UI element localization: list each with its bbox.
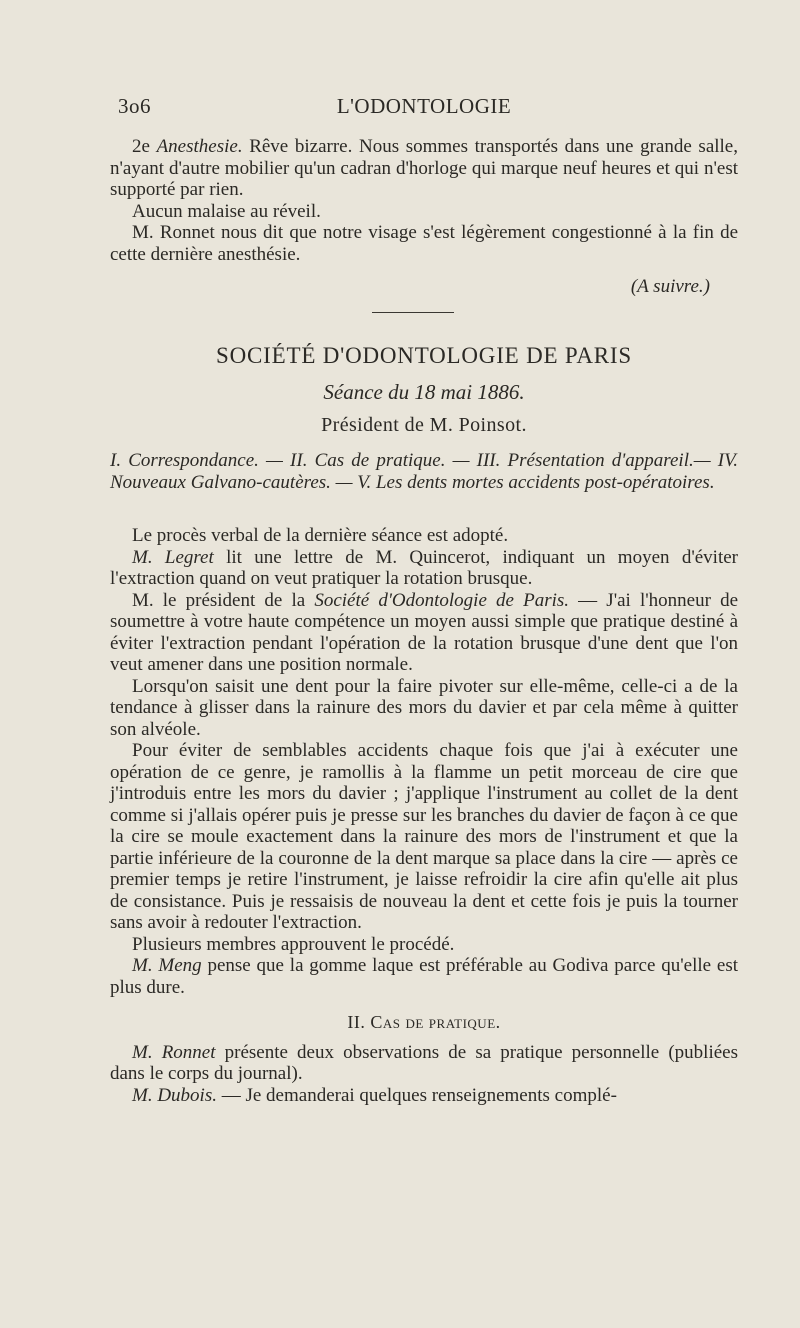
paragraph: M. Ronnet présente deux observations de sa pratique personnelle (publiées dans le corps du journal). bbox=[110, 1041, 738, 1084]
running-head bbox=[110, 94, 738, 120]
speaker-name: M. Dubois. bbox=[132, 1084, 217, 1106]
paragraph: 2e Anesthesie. Rêve bizarre. Nous sommes transportés dans une grande salle, n'ayant d'autre mobilier qu'un cadran d'horloge qui marque neuf heures et qui n'est supporté par rien. bbox=[110, 136, 738, 200]
minutes-body bbox=[110, 525, 738, 1106]
section-title: SOCIÉTÉ D'ODONTOLOGIE DE PARIS bbox=[216, 343, 632, 368]
speaker-name: M. Ronnet bbox=[132, 1041, 216, 1063]
paragraph: Lorsqu'on saisit une dent pour la faire pivoter sur elle-même, celle-ci a de la tendance à glisser dans la rainure des mors du davier et par cela même à quitter son alvéole. bbox=[110, 675, 738, 740]
section-divider bbox=[372, 312, 454, 313]
subsection-heading: II. Cas de pratique. bbox=[347, 1012, 501, 1032]
paragraph: M. Legret lit une lettre de M. Quincerot, indiquant un moyen d'éviter l'extraction quand on veut pratiquer la rotation brusque. bbox=[110, 546, 738, 589]
society-name: Société d'Odontologie de Paris. bbox=[314, 589, 570, 611]
session-president: Président de M. Poinsot. bbox=[321, 414, 527, 436]
paragraph: M. le président de la Société d'Odontologie de Paris. — J'ai l'honneur de soumettre à votre haute compétence un moyen aussi simple que pratique destiné à éviter l'extraction pendant l'opération de la rotation brusque d'une dent que l'on veut amener dans une position normale. bbox=[110, 589, 739, 675]
speaker-name: M. Legret bbox=[132, 546, 214, 568]
to-be-continued: (A suivre.) bbox=[630, 276, 710, 297]
item-number: 2e bbox=[132, 136, 150, 157]
paragraph: Aucun malaise au réveil. bbox=[132, 200, 321, 222]
paragraph: M. Ronnet nous dit que notre visage s'est légèrement congestionné à la fin de cette dernière anesthésie. bbox=[110, 222, 738, 265]
agenda bbox=[110, 450, 738, 493]
page-number: 3o6 bbox=[118, 94, 151, 118]
journal-title: L'ODONTOLOGIE bbox=[336, 94, 512, 118]
paragraph: M. Meng pense que la gomme laque est préférable au Godiva parce qu'elle est plus dure. bbox=[110, 955, 738, 998]
paragraph: Pour éviter de semblables accidents chaque fois que j'ai à exécuter une opération de ce genre, je ramollis à la flamme un petit morceau de cire que j'introduis entre les mors du davier ; j'applique l'instrument au collet de la dent comme si j'allais opérer puis je presse sur les branches du davier de façon à ce que la cire se moule exactement dans la rainure des mors de l'instrument et que la partie inférieure de la couronne de la dent marque sa place dans la cire — après ce premier temps je retire l'instrument, je laisse refroidir la cire afin qu'elle ait plus de consistance. Puis je ressaisis de nouveau la dent et cette fois je puis la tourner sans avoir à redouter l'extraction. bbox=[110, 740, 738, 933]
session-date: Séance du 18 mai 1886. bbox=[323, 380, 525, 404]
previous-article-end bbox=[110, 136, 738, 298]
italic-heading: Anesthesie. bbox=[156, 136, 243, 157]
paragraph: M. Dubois. — Je demanderai quelques renseignements complé- bbox=[132, 1084, 617, 1106]
paragraph: Plusieurs membres approuvent le procédé. bbox=[132, 933, 455, 955]
paragraph: Le procès verbal de la dernière séance est adopté. bbox=[132, 525, 509, 546]
speaker-name: M. Meng bbox=[132, 955, 202, 976]
agenda-text: I. Correspondance. — II. Cas de pratique. — III. Présentation d'appareil.— IV. Nouveaux Galvano-cautères. — V. Les dents mortes accidents post-opératoires. bbox=[110, 450, 738, 493]
